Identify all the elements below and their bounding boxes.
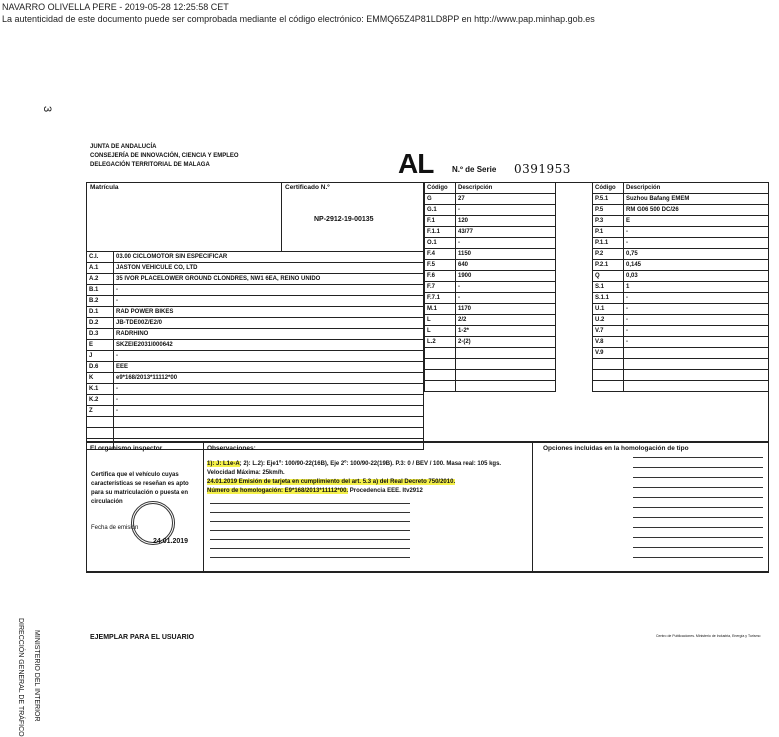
empty-row xyxy=(593,370,769,381)
row-code: G xyxy=(425,194,456,205)
row-value: - xyxy=(624,227,769,238)
page-number: 3 xyxy=(41,105,54,113)
table-row xyxy=(593,293,769,304)
row-code: D.3 xyxy=(87,329,114,340)
row-code: F.5 xyxy=(425,260,456,271)
obs-line-2: Velocidad Máxima: 25km/h. xyxy=(207,470,285,476)
blank-line xyxy=(633,547,763,548)
row-code: D.1 xyxy=(87,307,114,318)
blank-line xyxy=(633,487,763,488)
empty-row xyxy=(425,348,556,359)
blank-line xyxy=(633,557,763,558)
row-value: 640 xyxy=(456,260,556,271)
blank-line xyxy=(633,477,763,478)
row-code: F.6 xyxy=(425,271,456,282)
blank-line xyxy=(633,527,763,528)
table-row xyxy=(425,249,556,260)
row-value: - xyxy=(114,384,424,395)
organismo-label: El organismo inspector xyxy=(90,445,163,452)
row-value: 03.00 CICLOMOTOR SIN ESPECIFICAR xyxy=(114,252,424,263)
table-row xyxy=(425,238,556,249)
table-row xyxy=(425,304,556,315)
table-row xyxy=(425,326,556,337)
row-value: RM G06 500 DC/26 xyxy=(624,205,769,216)
table-row xyxy=(87,362,424,373)
vehicle-card xyxy=(86,140,769,645)
blank-line xyxy=(633,497,763,498)
obs-line-3: 24.01.2019 Emisión de tarjeta en cumplimiento del art. 5.3 a) del Real Decreto 750/2010. xyxy=(207,479,456,485)
certifica-text: Certifica que el vehículo cuyas características se reseñan es apto para su matriculación o puesta en circulación xyxy=(91,472,189,505)
row-value: - xyxy=(114,296,424,307)
row-value: E xyxy=(624,216,769,227)
row-code: L.2 xyxy=(425,337,456,348)
left-table xyxy=(86,251,424,450)
blank-line xyxy=(633,457,763,458)
row-value: EEE xyxy=(114,362,424,373)
row-value: 1 xyxy=(624,282,769,293)
row-value: 1150 xyxy=(456,249,556,260)
row-value: - xyxy=(624,315,769,326)
empty-row xyxy=(425,381,556,392)
row-value: 0,03 xyxy=(624,271,769,282)
table-row xyxy=(593,205,769,216)
row-code: E xyxy=(87,340,114,351)
table-row xyxy=(87,329,424,340)
blank-line xyxy=(210,521,410,522)
table-row xyxy=(593,315,769,326)
serie-number: 0391953 xyxy=(514,162,571,176)
col-header-codigo: Código xyxy=(593,183,624,194)
table-row xyxy=(87,296,424,307)
empty-row xyxy=(87,417,424,428)
empty-row xyxy=(593,381,769,392)
certificado-label: Certificado N.º xyxy=(285,184,330,191)
row-code: A.2 xyxy=(87,274,114,285)
row-value: 2-(2) xyxy=(456,337,556,348)
row-value: - xyxy=(456,293,556,304)
mid-table xyxy=(424,182,556,392)
table-row xyxy=(87,384,424,395)
empty-row xyxy=(593,359,769,370)
row-code: U.1 xyxy=(593,304,624,315)
row-code: P.5.1 xyxy=(593,194,624,205)
table-row xyxy=(87,406,424,417)
table-row xyxy=(593,227,769,238)
certificado-box xyxy=(281,182,424,252)
table-row xyxy=(593,304,769,315)
table-row xyxy=(425,216,556,227)
blank-line xyxy=(633,507,763,508)
row-value: 1900 xyxy=(456,271,556,282)
row-value: SKZEIE2031l000642 xyxy=(114,340,424,351)
table-row xyxy=(593,337,769,348)
row-code: P.5 xyxy=(593,205,624,216)
blank-line xyxy=(210,557,410,558)
table-row xyxy=(425,293,556,304)
row-value: RAD POWER BIKES xyxy=(114,307,424,318)
ejemplar-label: EJEMPLAR PARA EL USUARIO xyxy=(90,634,195,641)
table-row xyxy=(593,194,769,205)
row-code: F.4 xyxy=(425,249,456,260)
row-value: 1-2* xyxy=(456,326,556,337)
issuer-block xyxy=(90,143,239,170)
row-code: P.3 xyxy=(593,216,624,227)
table-row xyxy=(87,252,424,263)
footer-small-text: Centro de Publicaciones. Ministerio de Industria, Energía y Turismo xyxy=(656,634,761,638)
row-code: K.2 xyxy=(87,395,114,406)
table-row xyxy=(425,271,556,282)
table-row xyxy=(425,315,556,326)
table-row xyxy=(425,282,556,293)
row-value: - xyxy=(624,337,769,348)
table-row xyxy=(593,282,769,293)
row-value: 0,75 xyxy=(624,249,769,260)
matricula-label: Matrícula xyxy=(90,184,119,191)
row-code: Z xyxy=(87,406,114,417)
row-code: Q xyxy=(593,271,624,282)
table-row xyxy=(593,260,769,271)
row-code: F.1.1 xyxy=(425,227,456,238)
blank-line xyxy=(210,539,410,540)
row-code: B.2 xyxy=(87,296,114,307)
blank-line xyxy=(633,517,763,518)
right-table xyxy=(592,182,769,392)
row-value: Suzhou Bafang EMEM xyxy=(624,194,769,205)
row-value: - xyxy=(456,205,556,216)
table-row xyxy=(87,351,424,362)
table-row xyxy=(87,373,424,384)
table-row xyxy=(87,263,424,274)
table-row xyxy=(425,337,556,348)
row-code: P.1 xyxy=(593,227,624,238)
table-row xyxy=(593,348,769,359)
row-value: - xyxy=(114,406,424,417)
row-value xyxy=(624,348,769,359)
row-code: O.1 xyxy=(425,238,456,249)
row-code: D.2 xyxy=(87,318,114,329)
row-value: - xyxy=(624,304,769,315)
row-value: 0,145 xyxy=(624,260,769,271)
homologation-highlight: Número de homologación: E9*168/2013*11112*00. xyxy=(207,488,349,494)
opciones-box xyxy=(532,442,769,572)
row-value: - xyxy=(114,285,424,296)
row-code: B.1 xyxy=(87,285,114,296)
row-code: K.1 xyxy=(87,384,114,395)
obs-line-4: Procedencia EEE. Itv2912 xyxy=(348,488,423,494)
row-code: M.1 xyxy=(425,304,456,315)
blank-line xyxy=(210,512,410,513)
table-row xyxy=(425,194,556,205)
row-code: L xyxy=(425,326,456,337)
table-row xyxy=(87,285,424,296)
row-code: U.2 xyxy=(593,315,624,326)
organismo-box xyxy=(86,442,204,572)
observaciones-box xyxy=(203,442,533,572)
side-ministerio: MINISTERIO DEL INTERIOR xyxy=(33,630,40,722)
row-value: JB-TDE00Z/E2/0 xyxy=(114,318,424,329)
table-row xyxy=(425,260,556,271)
divider xyxy=(86,572,769,574)
row-code: G.1 xyxy=(425,205,456,216)
row-code: A.1 xyxy=(87,263,114,274)
obs-line-1: ; 2): L.2): Eje1º: 100/90-22(16B), Eje 2º: 100/90-22(19B). P.3: 0 / BEV / 100. Masa real: 105 kgs. xyxy=(239,461,502,467)
row-code: F.7.1 xyxy=(425,293,456,304)
table-row xyxy=(87,307,424,318)
row-code: S.1 xyxy=(593,282,624,293)
row-value: 43/77 xyxy=(456,227,556,238)
row-code: P.2.1 xyxy=(593,260,624,271)
row-code: P.1.1 xyxy=(593,238,624,249)
row-code: C.I. xyxy=(87,252,114,263)
row-value: - xyxy=(624,238,769,249)
row-code: V.8 xyxy=(593,337,624,348)
table-row xyxy=(425,205,556,216)
row-code: D.6 xyxy=(87,362,114,373)
row-value: 27 xyxy=(456,194,556,205)
category-highlight: 1): J: L1e-A xyxy=(207,461,240,467)
row-code: S.1.1 xyxy=(593,293,624,304)
col-header-codigo: Código xyxy=(425,183,456,194)
serie-label: N.º de Serie xyxy=(452,165,497,174)
row-code: V.9 xyxy=(593,348,624,359)
row-value: - xyxy=(456,238,556,249)
col-header-descripcion: Descripción xyxy=(456,183,556,194)
table-row xyxy=(593,216,769,227)
issuer-line-3: DELEGACIÓN TERRITORIAL DE MALAGA xyxy=(90,162,210,168)
fecha-value: 24.01.2019 xyxy=(153,538,189,545)
table-row xyxy=(593,326,769,337)
opciones-label: Opciones incluidas en la homologación de tipo xyxy=(543,445,689,452)
authenticity-line: La autenticidad de este documento puede ser comprobada mediante el código electrónico: EMMQ65Z4P81LD8PP en http://www.pap.minhap.gob.es xyxy=(2,14,595,24)
row-value: 1170 xyxy=(456,304,556,315)
row-value: - xyxy=(624,293,769,304)
row-value: RADRHINO xyxy=(114,329,424,340)
row-value: - xyxy=(456,282,556,293)
row-code: V.7 xyxy=(593,326,624,337)
row-value: 120 xyxy=(456,216,556,227)
signature-line: NAVARRO OLIVELLA PERE - 2019-05-28 12:25:58 CET xyxy=(2,2,229,12)
empty-row xyxy=(425,359,556,370)
issuer-line-1: JUNTA DE ANDALUCÍA xyxy=(90,144,157,150)
matricula-box xyxy=(86,182,282,252)
table-row xyxy=(593,271,769,282)
row-code: F.1 xyxy=(425,216,456,227)
col-header-descripcion: Descripción xyxy=(624,183,769,194)
table-row xyxy=(87,340,424,351)
row-code: J xyxy=(87,351,114,362)
row-code: F.7 xyxy=(425,282,456,293)
row-value: - xyxy=(114,351,424,362)
row-value: JASTON VEHICULE CO, LTD xyxy=(114,263,424,274)
blank-line xyxy=(210,548,410,549)
certificado-number: NP-2912-19-00135 xyxy=(314,216,374,223)
blank-line xyxy=(633,467,763,468)
table-row xyxy=(87,274,424,285)
table-row xyxy=(87,395,424,406)
fecha-label: Fecha de emisión xyxy=(91,525,139,531)
table-row xyxy=(593,249,769,260)
table-row xyxy=(425,227,556,238)
row-value: - xyxy=(114,395,424,406)
table-row xyxy=(593,238,769,249)
blank-line xyxy=(210,503,410,504)
table-row xyxy=(87,318,424,329)
row-value: 35 IVOR PLACELOWER GROUND CLONDRES, NW1 6EA, REINO UNIDO xyxy=(114,274,424,285)
empty-row xyxy=(425,370,556,381)
row-value: 2/2 xyxy=(456,315,556,326)
blank-line xyxy=(210,530,410,531)
doc-type: AL xyxy=(398,148,434,179)
row-code: L xyxy=(425,315,456,326)
empty-row xyxy=(87,428,424,439)
side-dgt: DIRECCIÓN GENERAL DE TRÁFICO xyxy=(17,618,24,737)
row-code: P.2 xyxy=(593,249,624,260)
row-value: - xyxy=(624,326,769,337)
blank-line xyxy=(633,537,763,538)
observaciones-label: Observaciones: xyxy=(207,445,256,452)
row-code: K xyxy=(87,373,114,384)
issuer-line-2: CONSEJERÍA DE INNOVACIÓN, CIENCIA Y EMPLEO xyxy=(90,153,239,159)
row-value: e9*168/2013*11112*00 xyxy=(114,373,424,384)
